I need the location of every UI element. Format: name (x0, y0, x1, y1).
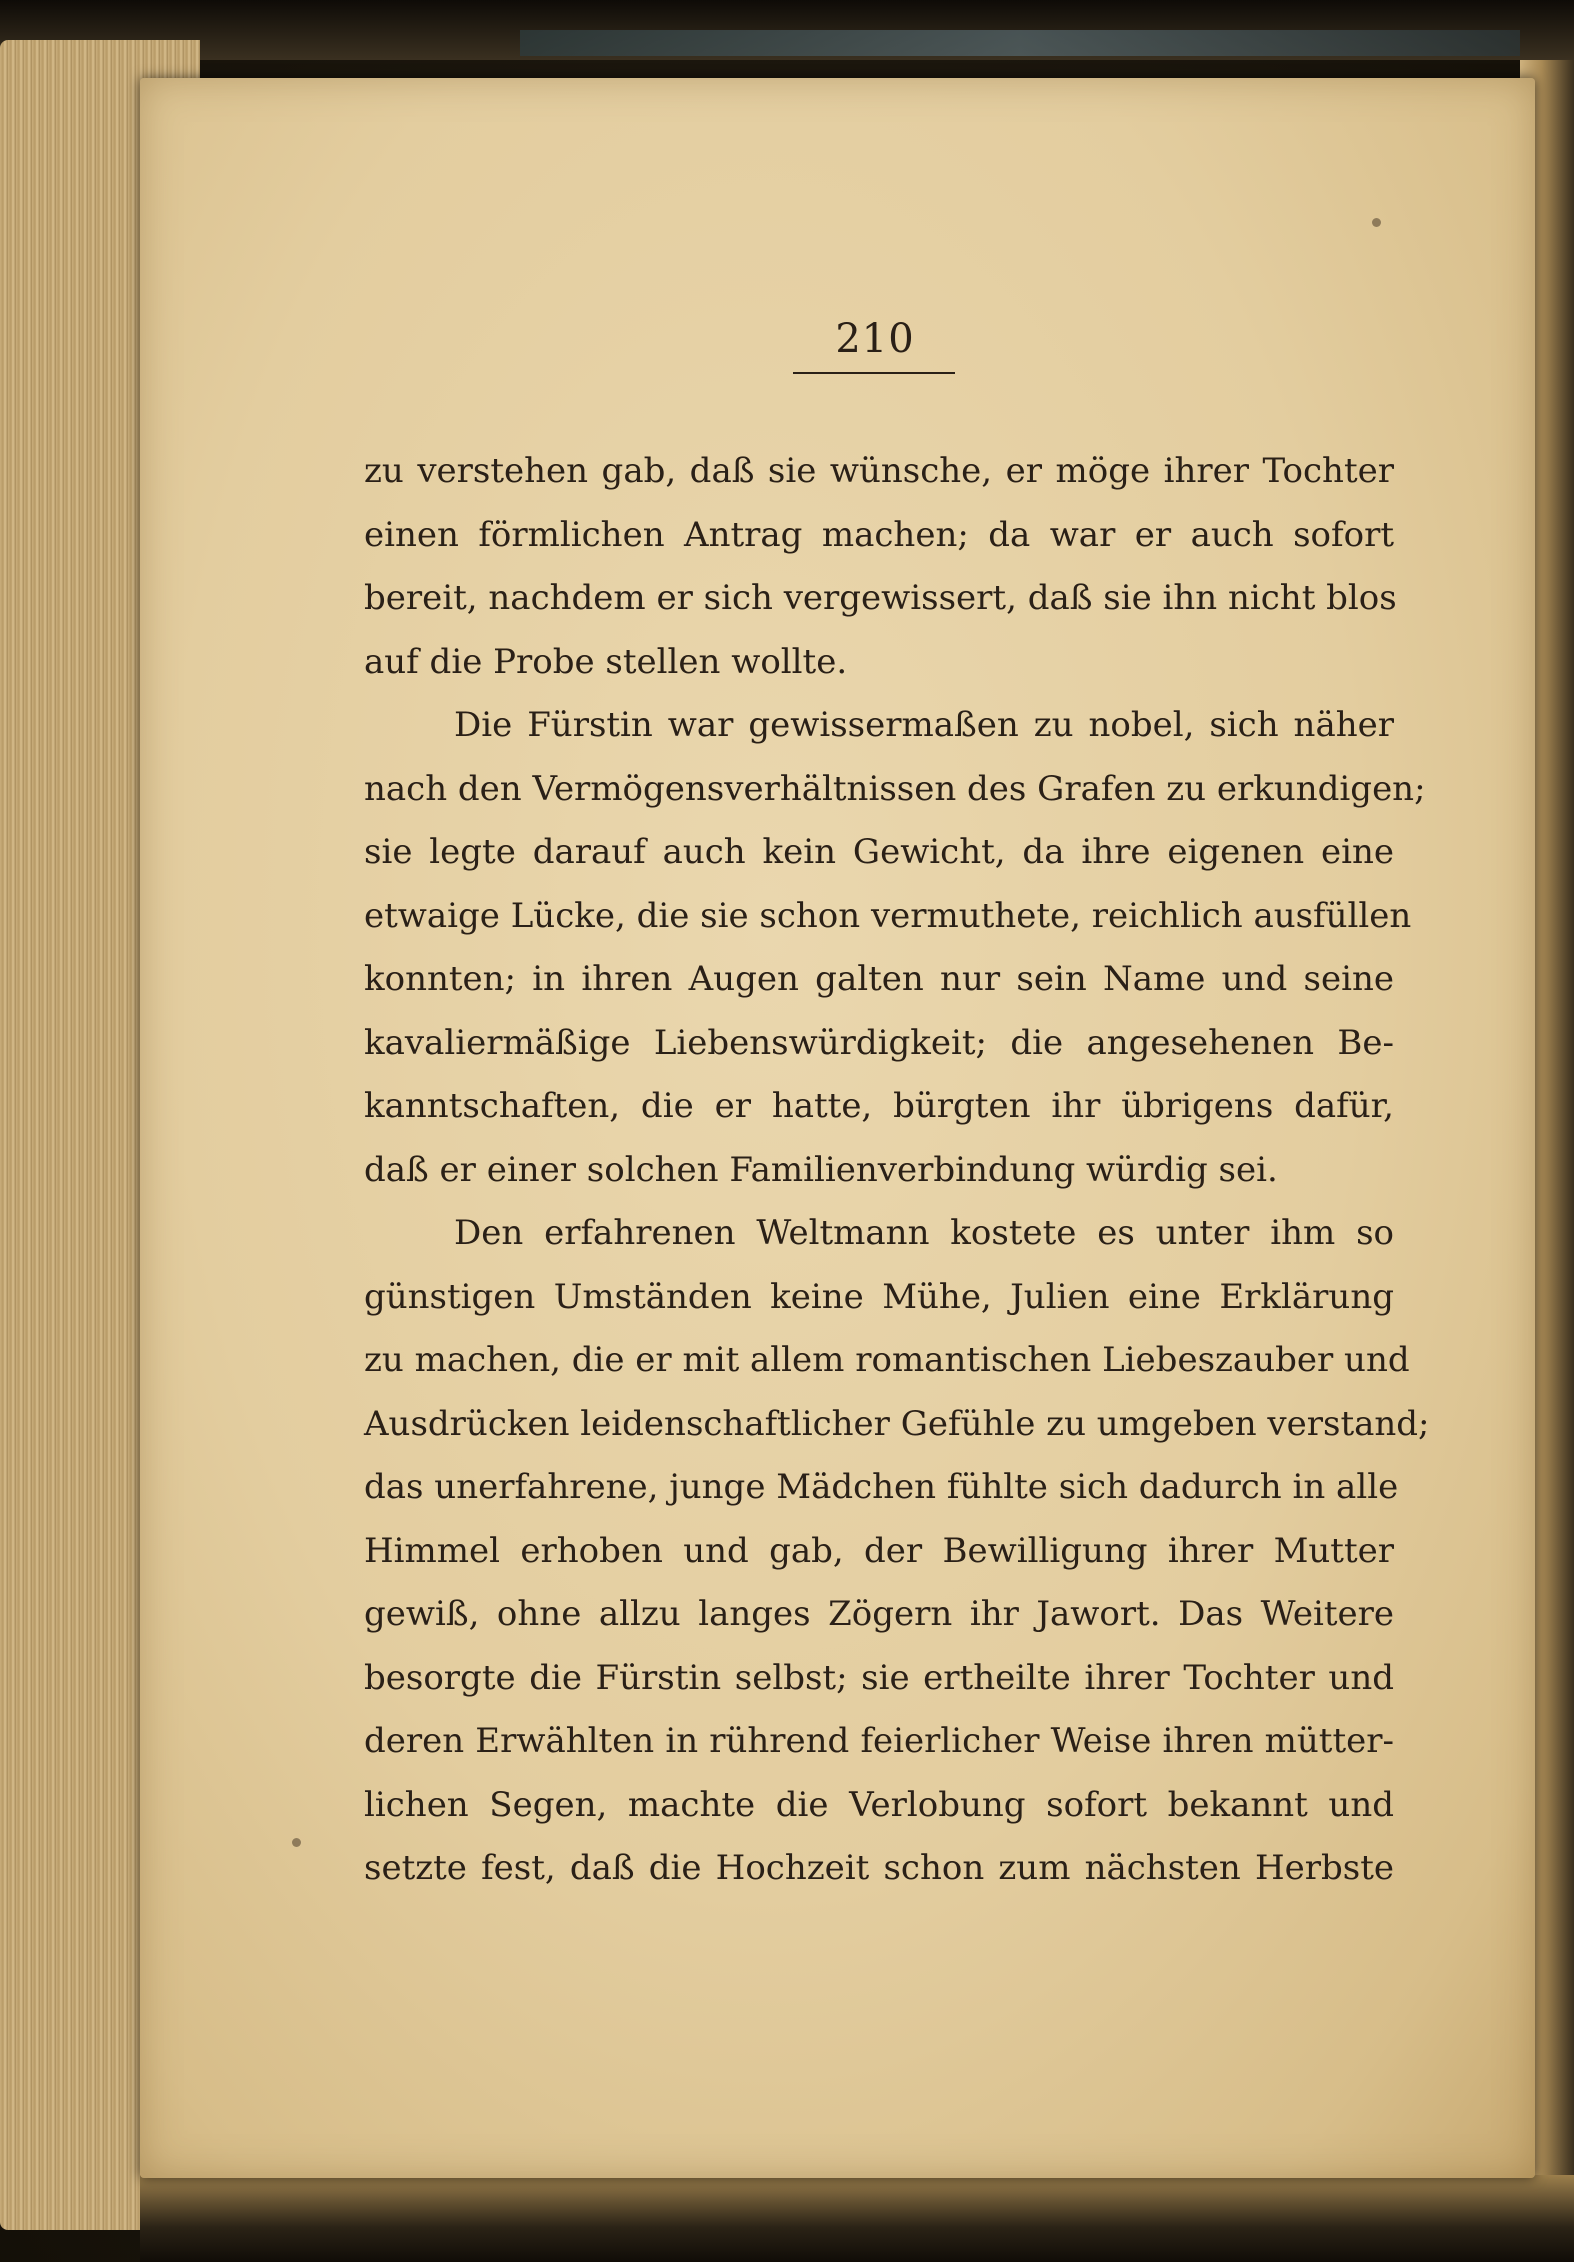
text-line: nach den Vermögensverhältnissen des Grafen zu erkundigen; (364, 768, 1426, 809)
text-line: das unerfahrene, junge Mädchen fühlte sich dadurch in alle (364, 1467, 1399, 1507)
page-number-rule (793, 372, 955, 374)
text-line: bereit, nachdem er sich vergewissert, daß sie ihn nicht blos (364, 578, 1397, 618)
text-line: Ausdrücken leidenschaftlicher Gefühle zu umgeben verstand; (364, 1403, 1430, 1444)
text-line: setzte fest, daß die Hochzeit schon zum nächsten Herbste (364, 1848, 1394, 1888)
text-line: zu verstehen gab, daß sie wünsche, er möge ihrer Tochter (364, 451, 1394, 491)
body-text (364, 440, 1430, 1901)
text-line: Himmel erhoben und gab, der Bewilligung ihrer Mutter (364, 1530, 1394, 1571)
book-cover-band (520, 30, 1520, 56)
text-line: Die Fürstin war gewissermaßen zu nobel, sich näher (454, 705, 1394, 745)
text-line: besorgte die Fürstin selbst; sie ertheilte ihrer Tochter und (364, 1657, 1394, 1698)
text-line: einen förmlichen Antrag machen; da war er auch sofort (364, 514, 1394, 555)
paper-spot (292, 1838, 301, 1847)
text-line: zu machen, die er mit allem romantischen Liebeszauber und (364, 1340, 1410, 1380)
paper-spot (1372, 218, 1381, 227)
text-line: konnten; in ihren Augen galten nur sein Name und seine (364, 959, 1394, 999)
text-line: etwaige Lücke, die sie schon vermuthete, reichlich ausfüllen (364, 895, 1412, 936)
text-line: deren Erwählten in rührend feierlicher Weise ihren mütter- (364, 1721, 1394, 1761)
text-line: auf die Probe stellen wollte. (364, 641, 848, 682)
text-line: daß er einer solchen Familienverbindung würdig sei. (364, 1149, 1278, 1190)
text-line: günstigen Umständen keine Mühe, Julien eine Erklärung (364, 1276, 1394, 1317)
page-number: 210 (835, 316, 915, 362)
text-line: sie legte darauf auch kein Gewicht, da ihre eigenen eine (364, 832, 1394, 872)
text-line: lichen Segen, machte die Verlobung sofort bekannt und (364, 1784, 1394, 1825)
text-line: kanntschaften, die er hatte, bürgten ihr übrigens dafür, (364, 1086, 1394, 1126)
text-line: kavaliermäßige Liebenswürdigkeit; die angesehenen Be- (364, 1022, 1394, 1063)
bottom-cover-edge (140, 2175, 1574, 2262)
text-line: gewiß, ohne allzu langes Zögern ihr Jawort. Das Weitere (364, 1594, 1394, 1634)
text-line: Den erfahrenen Weltmann kostete es unter ihm so (454, 1213, 1394, 1253)
